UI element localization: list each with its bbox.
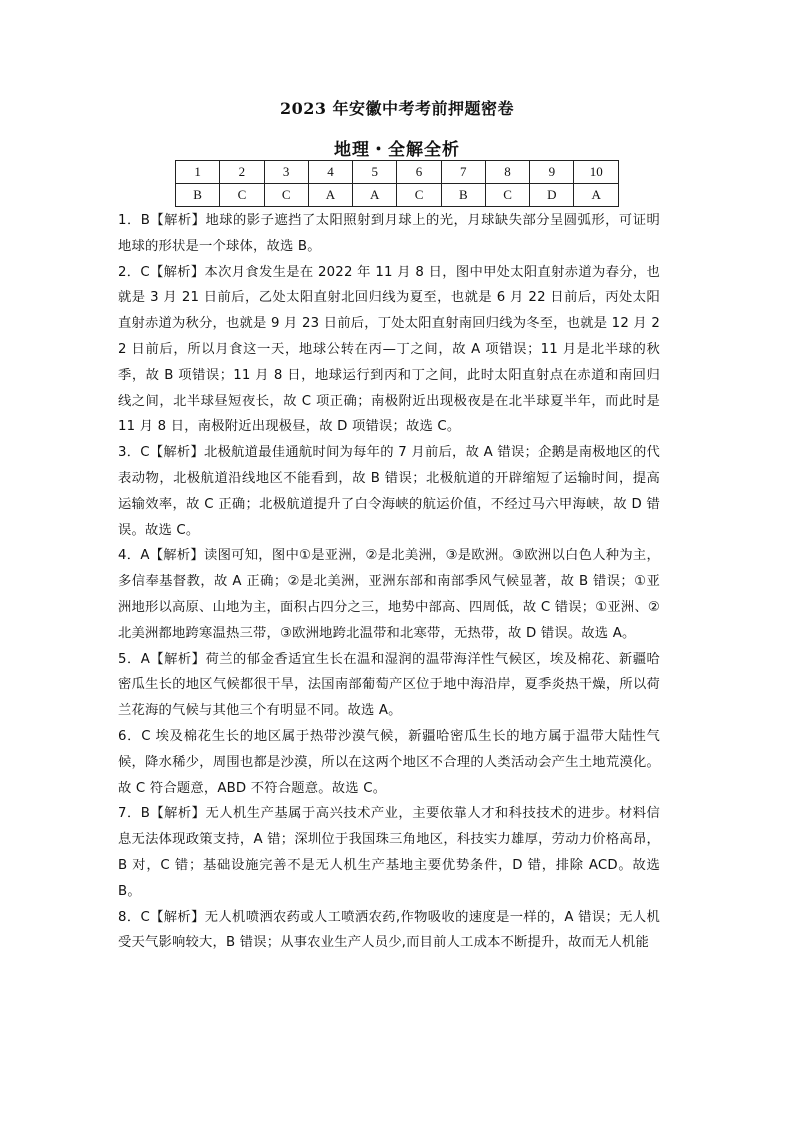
explanation-item-1: 1．B【解析】地球的影子遮挡了太阳照射到月球上的光，月球缺失部分呈圆弧形，可证明地球的形状是一个球体，故选 B。 <box>118 213 660 254</box>
question-number-cell: 4 <box>308 161 352 184</box>
explanation-item-6: 6．C 埃及棉花生长的地区属于热带沙漠气候，新疆哈密瓜生长的地方属于温带大陆性气候，降水稀少，周围也都是沙漠，所以在这两个地区不合理的人类活动会产生土地荒漠化。故 C 符合题意，ABD 不符合题意。故选 C。 <box>118 728 660 796</box>
answer-cell: C <box>397 184 441 207</box>
answer-cell: B <box>441 184 485 207</box>
explanation-item-3: 3．C【解析】北极航道最佳通航时间为每年的 7 月前后，故 A 错误；企鹅是南极地区的代表动物，北极航道沿线地区不能看到，故 B 错误；北极航道的开辟缩短了运输时间，提高运输效率，故 C 正确；北极航道提升了白令海峡的航运价值，不经过马六甲海峡，故 D 错误。故选 C。 <box>118 445 660 538</box>
explanation-item-2: 2．C【解析】本次月食发生是在 2022 年 11 月 8 日，图中甲处太阳直射赤道为春分，也就是 3 月 21 日前后，乙处太阳直射北回归线为夏至，也就是 6 月 22 日前后，丙处太阳直射赤道为秋分，也就是 9 月 23 日前后，丁处太阳直射南回归线为冬至，也就是 12 月 22 日前后，所以月食这一天，地球公转在丙—丁之间，故 A 项错误；11 月是北半球的秋季，故 B 项错误；11 月 8 日，地球运行到丙和丁之间，此时太阳直射点在赤道和南回归线之间，北半球昼短夜长，故 C 项正确；南极附近出现极夜是在北半球夏半年，而此时是 11 月 8 日，南极附近出现极昼，故 D 项错误；故选 C。 <box>118 264 660 435</box>
question-number-cell: 5 <box>353 161 397 184</box>
answer-cell: C <box>264 184 308 207</box>
answer-table <box>175 160 619 207</box>
question-number-cell: 9 <box>530 161 574 184</box>
answer-cell: A <box>308 184 352 207</box>
question-number-cell: 3 <box>264 161 308 184</box>
question-number-row <box>176 161 619 184</box>
answer-cell: B <box>176 184 220 207</box>
answer-row <box>176 184 619 207</box>
answer-cell: C <box>220 184 264 207</box>
question-number-cell: 8 <box>485 161 529 184</box>
answer-cell: A <box>353 184 397 207</box>
question-number-cell: 2 <box>220 161 264 184</box>
document-subtitle: 地理・全解全析 <box>334 140 460 160</box>
answer-cell: A <box>574 184 619 207</box>
answer-cell: D <box>530 184 574 207</box>
answer-cell: C <box>485 184 529 207</box>
question-number-cell: 6 <box>397 161 441 184</box>
explanation-item-7: 7．B【解析】无人机生产基属于高兴技术产业，主要依靠人才和科技技术的进步。材料信息无法体现政策支持，A 错；深圳位于我国珠三角地区，科技实力雄厚，劳动力价格高昂，B 对，C 错；基础设施完善不是无人机生产基地主要优势条件，D 错，排除 ACD。故选 B。 <box>118 806 660 899</box>
document-title: 2023 年安徽中考考前押题密卷 <box>279 99 515 118</box>
explanation-item-4: 4．A【解析】读图可知，图中①是亚洲，②是北美洲，③是欧洲。③欧洲以白色人种为主，多信奉基督教，故 A 正确；②是北美洲，亚洲东部和南部季风气候显著，故 B 错误；①亚洲地形以高原、山地为主，面积占四分之三，地势中部高、四周低，故 C 错误；①亚洲、②北美洲都地跨寒温热三带，③欧洲地跨北温带和北寒带，无热带，故 D 错误。故选 A。 <box>118 548 660 641</box>
question-number-cell: 1 <box>176 161 220 184</box>
explanation-list <box>118 208 660 956</box>
explanation-item-5: 5．A【解析】荷兰的郁金香适宜生长在温和湿润的温带海洋性气候区，埃及棉花、新疆哈密瓜生长的地区气候都很干旱，法国南部葡萄产区位于地中海沿岸，夏季炎热干燥，所以荷兰花海的气候与其他三个有明显不同。故选 A。 <box>118 651 660 719</box>
explanation-item-8: 8．C【解析】无人机喷洒农药或人工喷洒农药,作物吸收的速度是一样的，A 错误；无人机受天气影响较大，B 错误；从事农业生产人员少,而目前人工成本不断提升，故而无人机能 <box>118 909 660 951</box>
question-number-cell: 7 <box>441 161 485 184</box>
question-number-cell: 10 <box>574 161 619 184</box>
